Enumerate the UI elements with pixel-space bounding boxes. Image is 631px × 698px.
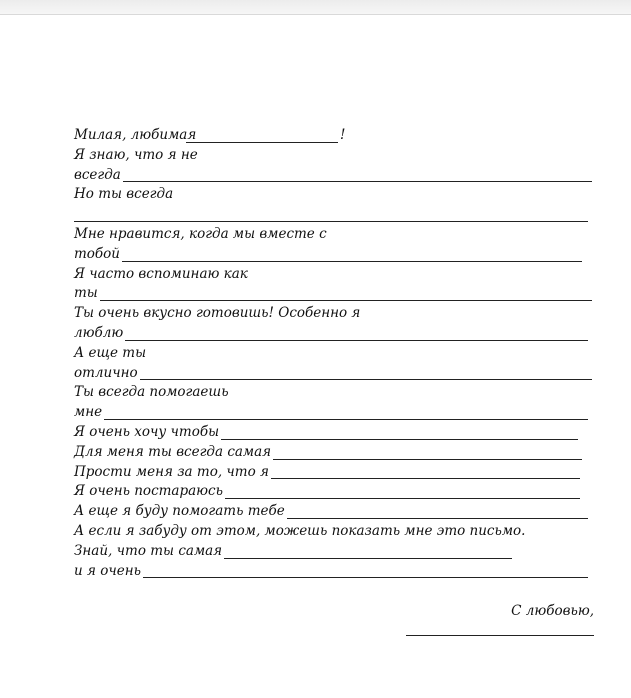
line-text: Мне нравится, когда мы вместе с: [74, 225, 327, 242]
line-text: Для меня ты всегда самая: [74, 443, 272, 460]
fill-in-blank: [74, 340, 588, 341]
letter-line: [74, 383, 594, 403]
line-text: Ты очень вкусно готовишь! Особенно я: [74, 305, 361, 322]
letter-line: [74, 562, 594, 582]
closing-text: С любовью,: [511, 603, 594, 619]
letter-line: [74, 443, 594, 463]
line-text: !: [340, 127, 346, 143]
line-text: ты: [74, 285, 98, 302]
fill-in-blank: [74, 300, 592, 301]
letter-line: [74, 166, 594, 186]
letter-line: [74, 344, 594, 364]
line-text: Ты всегда помогаешь: [74, 384, 229, 401]
letter-line: [74, 463, 594, 483]
fill-in-blank: [74, 221, 588, 222]
letter-line: [74, 146, 594, 166]
fill-in-blank: [74, 379, 592, 380]
line-text: Я знаю, что я не: [74, 146, 198, 163]
letter-line: [74, 185, 594, 205]
letter-line: [74, 542, 594, 562]
letter-line: [74, 225, 594, 245]
line-text: А если я забуду от этом, можешь показать мне это письмо.: [74, 522, 526, 539]
fill-in-blank: [74, 181, 592, 182]
viewer-top-bar: [0, 0, 631, 15]
letter-line: [74, 522, 594, 542]
letter-line: [74, 324, 594, 344]
letter-closing: [400, 603, 594, 636]
line-text: Я очень постараюсь: [74, 483, 223, 500]
fill-in-blank: [74, 261, 582, 262]
fill-in-blank: [74, 419, 588, 420]
letter-line: [74, 403, 594, 423]
letter-line: [74, 423, 594, 443]
letter-line: [74, 265, 594, 285]
line-text: Милая, любимая: [74, 127, 197, 143]
letter-line: [74, 284, 594, 304]
line-text: мне: [74, 404, 103, 421]
letter-line-greeting: [74, 126, 594, 146]
line-text: А еще ты: [74, 344, 147, 361]
line-text: Я очень хочу чтобы: [74, 423, 220, 440]
line-text: Знай, что ты самая: [74, 542, 223, 559]
line-text: люблю: [74, 324, 124, 341]
letter-body: [74, 126, 594, 581]
line-text: отлично: [74, 364, 138, 381]
letter-line: [74, 482, 594, 502]
line-text: и я очень: [74, 562, 141, 579]
letter-line: [74, 205, 594, 225]
line-text: Но ты всегда: [74, 186, 174, 203]
letter-line: [74, 245, 594, 265]
letter-line: [74, 364, 594, 384]
line-text: Прости меня за то, что я: [74, 463, 269, 480]
fill-in-blank: [74, 577, 588, 578]
line-text: всегда: [74, 166, 121, 183]
letter-line: [74, 304, 594, 324]
line-text: тобой: [74, 245, 120, 262]
line-text: А еще я буду помогать тебе: [74, 503, 285, 520]
letter-line: [74, 502, 594, 522]
line-text: Я часто вспоминаю как: [74, 265, 248, 282]
fill-in-blank: [186, 142, 338, 143]
signature-blank: [406, 635, 594, 636]
